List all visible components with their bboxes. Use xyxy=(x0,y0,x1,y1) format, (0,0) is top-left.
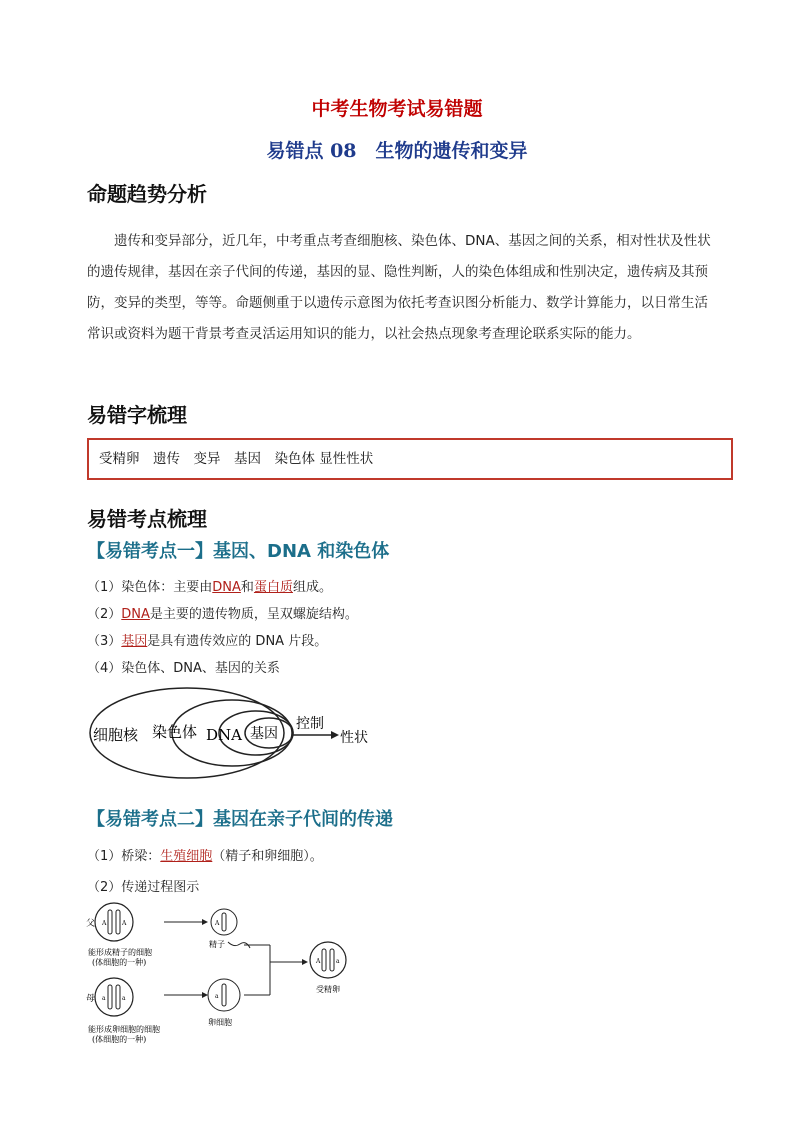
point1-title: 【易错考点一】基因、DNA 和染色体 xyxy=(87,541,390,562)
father-label: 父 xyxy=(86,919,96,929)
words-box xyxy=(87,438,733,480)
point2-item1 xyxy=(87,845,323,864)
chromosome-icon xyxy=(108,985,112,1009)
chromosome-icon xyxy=(116,910,120,934)
chromosome-label: 染色体 xyxy=(152,723,198,741)
item-text: 是主要的遗传物质，呈双螺旋结构。 xyxy=(149,607,358,622)
item-text: （1）染色体：主要由 xyxy=(87,580,213,595)
gene-a: a xyxy=(102,995,106,1002)
zygote-label: 受精卵 xyxy=(316,985,340,994)
words-content: 受精卵 遗传 变异 基因 染色体 显性性状 xyxy=(99,451,374,467)
dna-label: DNA xyxy=(206,726,242,744)
gene-A: A xyxy=(122,920,127,927)
gene-A: A xyxy=(316,958,321,965)
father-cell-note: (体细胞的一种) xyxy=(92,958,147,967)
point1-item4: （4）染色体、DNA、基因的关系 xyxy=(87,661,280,676)
doc-title: 中考生物考试易错题 xyxy=(311,98,483,120)
point2-item2: （2）传递过程图示 xyxy=(87,880,200,895)
item-text: （3） xyxy=(87,634,122,649)
key-term: 基因 xyxy=(121,634,148,649)
point1-item2 xyxy=(87,603,358,622)
trend-heading: 命题趋势分析 xyxy=(87,182,207,206)
point1-item1 xyxy=(87,576,332,595)
point1-item3 xyxy=(87,630,327,649)
item-text: 和 xyxy=(240,580,254,595)
key-term: 蛋白质 xyxy=(253,580,293,595)
chromosome-icon xyxy=(108,910,112,934)
doc-subtitle: 易错点 08 生物的遗传和变异 xyxy=(266,140,528,162)
chromosome-icon xyxy=(222,913,226,931)
gene-a: a xyxy=(215,993,219,1000)
gene-label: 基因 xyxy=(250,726,278,742)
gene-a: a xyxy=(336,958,340,965)
sperm-label: 精子 xyxy=(209,940,225,949)
trend-paragraph: 遗传和变异部分，近几年，中考重点考查细胞核、染色体、DNA、基因之间的关系，相对性状及性状的遗传规律，基因在亲子代间的传递，基因的显、隐性判断，人的染色体组成和性别决定，遗传病及其预防，变异的类型，等等。命题侧重于以遗传示意图为依托考查识图分析能力、数学计算能力，以日常生活常识或资料为题干背景考查灵活运用知识的能力，以社会热点现象考查理论联系实际的能力。 xyxy=(87,233,711,342)
mother-label: 母 xyxy=(86,994,96,1004)
chromosome-dna-gene-diagram xyxy=(86,683,386,783)
nucleus-label: 细胞核 xyxy=(93,726,139,744)
father-cell-label: 能形成精子的细胞 xyxy=(88,948,152,957)
control-label: 控制 xyxy=(296,716,324,732)
father-cell xyxy=(95,903,133,941)
arrow-head-icon xyxy=(331,731,339,739)
mother-cell xyxy=(95,978,133,1016)
gene-A: A xyxy=(215,920,220,927)
item-text: （2） xyxy=(87,607,122,622)
arrow-head-icon xyxy=(202,919,208,925)
arrow-head-icon xyxy=(302,959,308,965)
gene-a: a xyxy=(122,995,126,1002)
words-heading: 易错字梳理 xyxy=(87,403,187,427)
item-text: （1）桥梁： xyxy=(87,849,161,864)
key-term: DNA xyxy=(121,607,150,622)
item-text: （精子和卵细胞）。 xyxy=(212,849,323,864)
mother-cell-label: 能形成卵细胞的细胞 xyxy=(88,1025,160,1034)
chromosome-icon xyxy=(116,985,120,1009)
chromosome-icon xyxy=(222,984,226,1006)
gene-transmission-diagram xyxy=(84,900,384,1060)
mother-cell-note: (体细胞的一种) xyxy=(92,1035,147,1044)
points-heading: 易错考点梳理 xyxy=(87,507,207,531)
chromosome-icon xyxy=(330,949,334,971)
key-term: DNA xyxy=(212,580,241,595)
item-text: 是具有遗传效应的 DNA 片段。 xyxy=(147,634,328,649)
key-term: 生殖细胞 xyxy=(160,849,213,864)
point2-title: 【易错考点二】基因在亲子代间的传递 xyxy=(87,809,393,830)
gene-A: A xyxy=(102,920,107,927)
trait-label: 性状 xyxy=(340,730,368,746)
item-text: 组成。 xyxy=(292,580,332,595)
chromosome-icon xyxy=(322,949,326,971)
egg-label: 卵细胞 xyxy=(208,1018,232,1027)
arrow-head-icon xyxy=(202,992,208,998)
